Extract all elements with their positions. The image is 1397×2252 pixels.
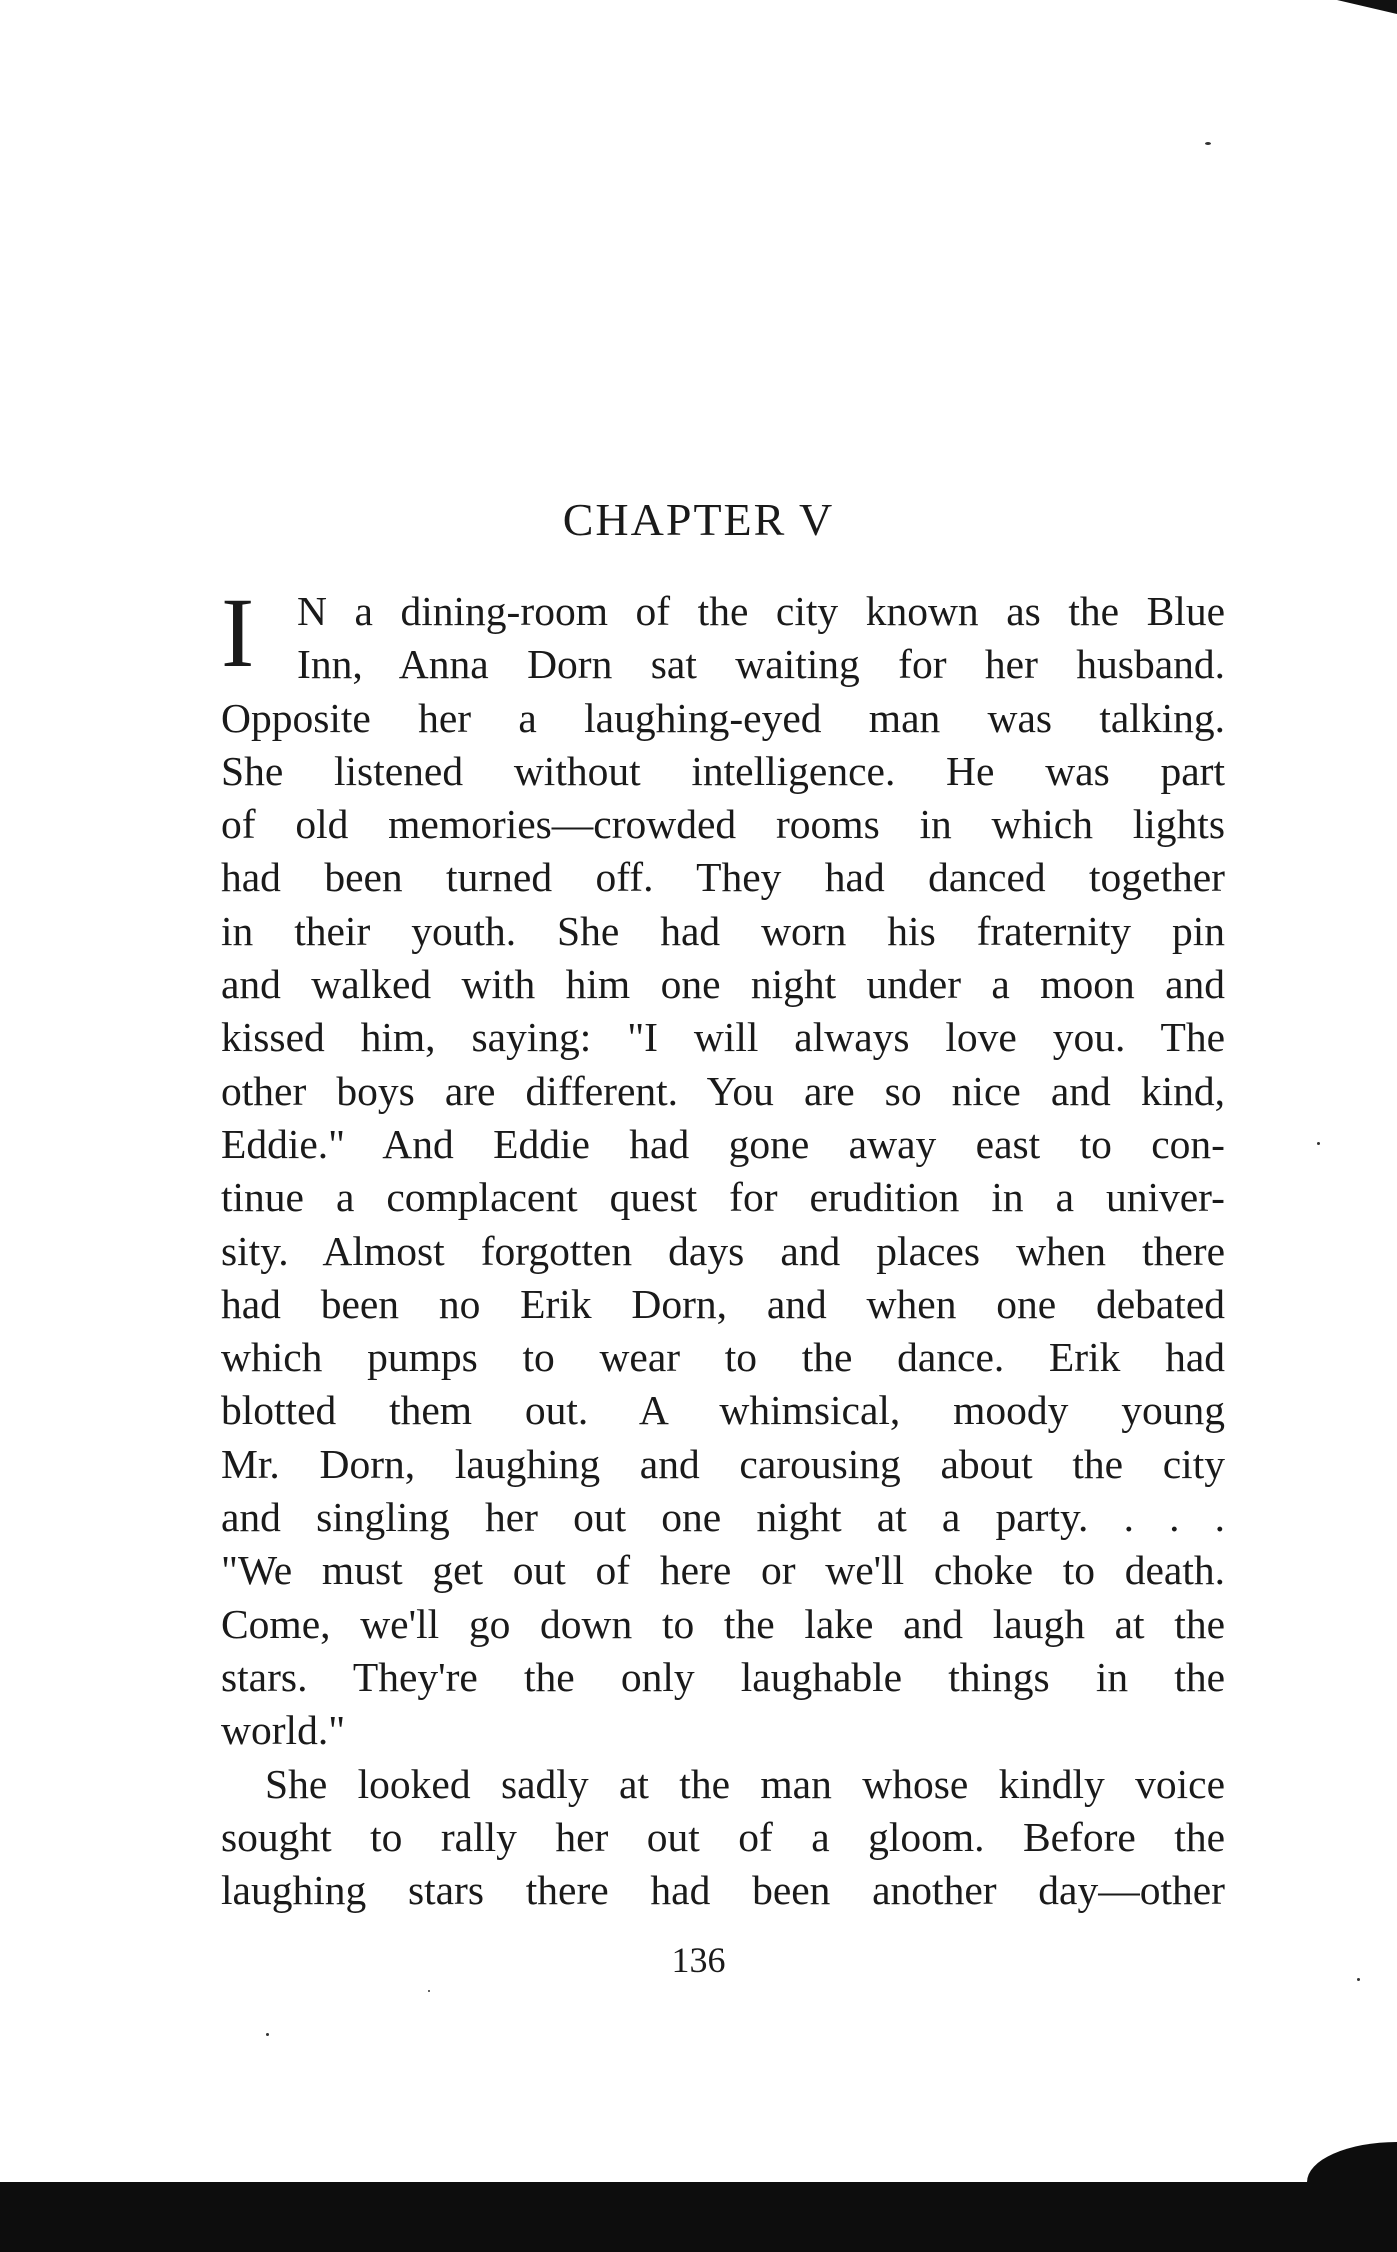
text-line: tinue a complacent quest for erudition in a univer-	[221, 1174, 1225, 1221]
scan-speck	[1205, 142, 1211, 145]
scan-speck	[428, 1990, 430, 1992]
text-line: kissed him, saying: "I will always love you. The	[221, 1014, 1225, 1061]
text-line: N a dining-room of the city known as the Blue	[297, 588, 1225, 634]
text-line: sity. Almost forgotten days and places when there	[221, 1227, 1225, 1274]
paragraph-2	[221, 1758, 1225, 1918]
text-line: in their youth. She had worn his fraternity pin	[221, 907, 1225, 954]
text-line: sought to rally her out of a gloom. Before the	[221, 1813, 1225, 1860]
text-line: blotted them out. A whimsical, moody young	[221, 1387, 1225, 1434]
text-line: had been no Erik Dorn, and when one debated	[221, 1280, 1225, 1327]
text-line: She listened without intelligence. He was part	[221, 747, 1225, 794]
text-line: other boys are different. You are so nice and kind,	[221, 1067, 1225, 1114]
scan-speck	[266, 2033, 269, 2036]
text-line: had been turned off. They had danced together	[221, 854, 1225, 901]
text-line: Opposite her a laughing-eyed man was talking.	[221, 694, 1225, 741]
text-line: "We must get out of here or we'll choke to death.	[221, 1547, 1225, 1594]
text-line: which pumps to wear to the dance. Erik had	[221, 1334, 1225, 1381]
scan-bottom-band	[0, 2182, 1397, 2252]
text-line: laughing stars there had been another day—other	[221, 1867, 1225, 1914]
body-text	[221, 577, 1225, 1917]
text-line: Inn, Anna Dorn sat waiting for her husband.	[297, 641, 1225, 688]
text-line: world."	[221, 1707, 346, 1754]
text-line: Eddie." And Eddie had gone away east to con-	[221, 1120, 1225, 1167]
drop-cap: I	[221, 577, 255, 688]
scan-speck	[1317, 1142, 1320, 1145]
text-line: Mr. Dorn, laughing and carousing about the city	[221, 1440, 1225, 1487]
scan-edge-mark	[1337, 0, 1397, 14]
chapter-title: CHAPTER V	[562, 494, 835, 545]
paragraph-1	[221, 577, 1225, 1758]
text-line: She looked sadly at the man whose kindly voice	[265, 1760, 1225, 1807]
text-line: Come, we'll go down to the lake and laugh at the	[221, 1600, 1225, 1647]
scan-edge-shadow	[1307, 2142, 1397, 2182]
text-line: stars. They're the only laughable things in the	[221, 1653, 1225, 1700]
page-number: 136	[671, 1940, 726, 1980]
text-line: and walked with him one night under a moon and	[221, 961, 1225, 1008]
text-line: and singling her out one night at a party. . . .	[221, 1494, 1225, 1541]
text-line: of old memories—crowded rooms in which lights	[221, 801, 1225, 848]
